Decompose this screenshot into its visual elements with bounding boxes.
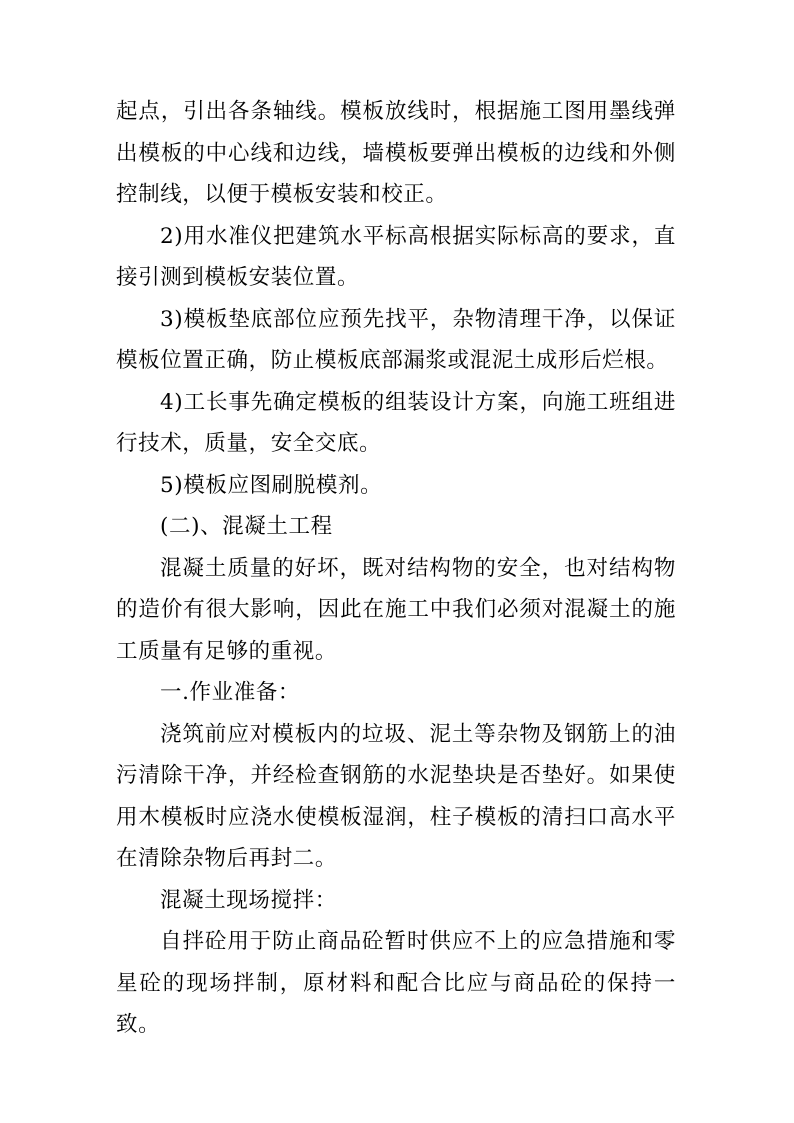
paragraph-5: 5)模板应图刷脱模剂。 — [160, 472, 383, 498]
section-heading: (二)、混凝土工程 — [160, 514, 333, 539]
paragraph-3: 3)模板垫底部位应预先找平，杂物清理干净，以保证模板位置正确，防止模板底部漏浆或混泥土成形后烂根。 — [116, 306, 676, 373]
paragraph-11: 自拌砼用于防止商品砼暂时供应不上的应急措施和零星砼的现场拌制，原材料和配合比应与商品砼的保持一致。 — [116, 929, 676, 1037]
paragraph-9: 浇筑前应对模板内的垃圾、泥土等杂物及钢筋上的油污清除干净，并经检查钢筋的水泥垫块是否垫好。如果使用木模板时应浇水使模板湿润，柱子模板的清扫口高水平在清除杂物后再封二。 — [116, 721, 676, 871]
document-body — [116, 91, 676, 1046]
subheading-preparation: 一.作业准备： — [160, 680, 301, 705]
paragraph-7: 混凝土质量的好坏，既对结构物的安全，也对结构物的造价有很大影响，因此在施工中我们必须对混凝土的施工质量有足够的重视。 — [116, 555, 676, 664]
paragraph-4: 4)工长事先确定模板的组装设计方案，向施工班组进行技术，质量，安全交底。 — [116, 389, 676, 456]
paragraph-1: 起点，引出各条轴线。模板放线时，根据施工图用墨线弹出模板的中心线和边线，墙模板要弹出模板的边线和外侧控制线，以便于模板安装和校正。 — [116, 99, 676, 207]
subheading-site-mixing: 混凝土现场搅拌： — [160, 887, 337, 913]
paragraph-2: 2)用水准仪把建筑水平标高根据实际标高的要求，直接引测到模板安装位置。 — [116, 223, 676, 290]
